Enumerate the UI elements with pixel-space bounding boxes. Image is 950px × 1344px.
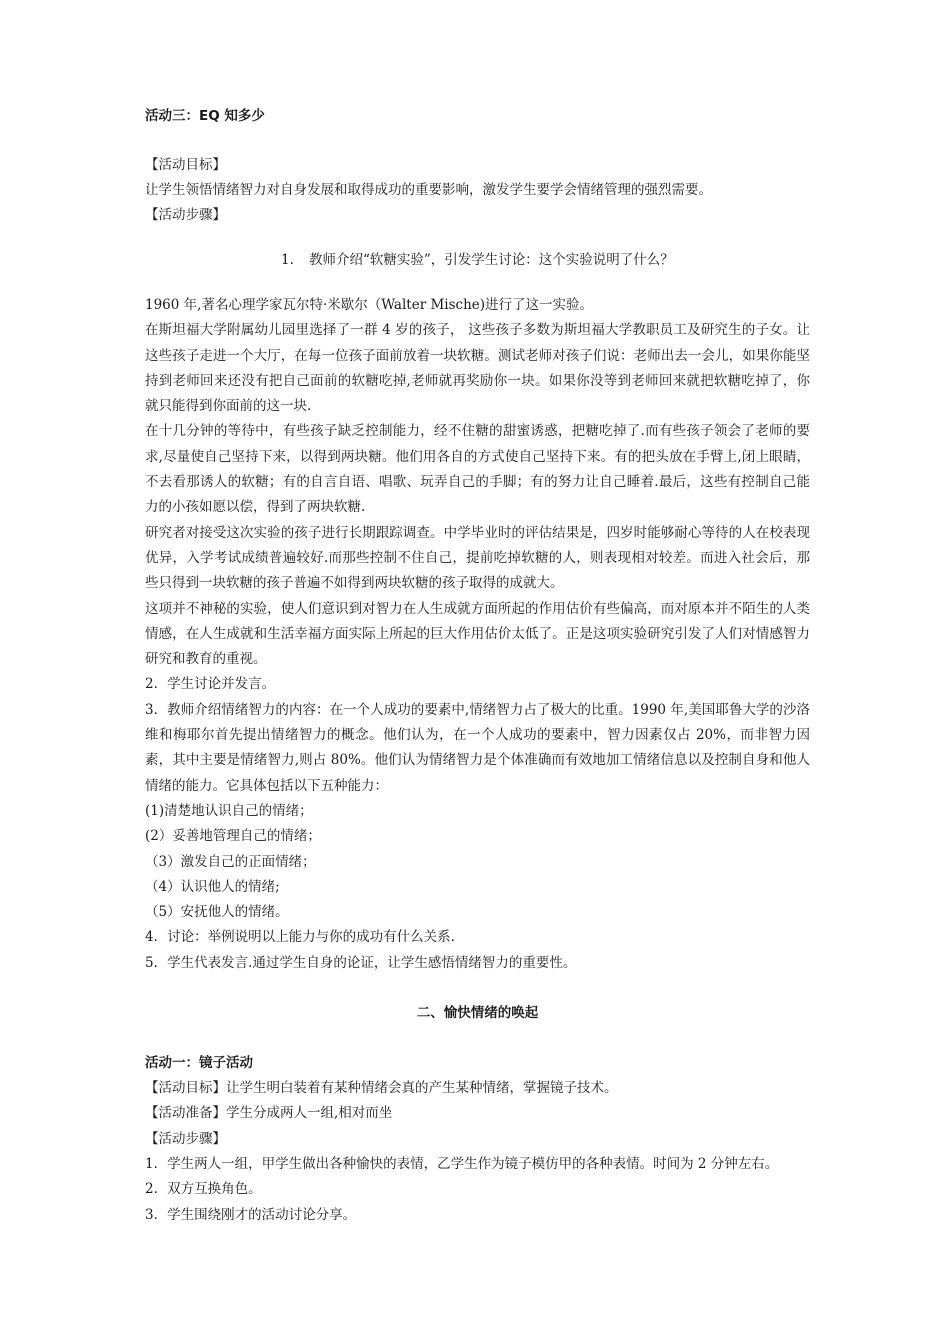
step1-number: 1. [281,252,294,268]
activity1-heading: 活动一：镜子活动 [145,1055,253,1072]
experiment-intro: 1960 年,著名心理学家瓦尔特·米歇尔（Walter Mische)进行了这一实验。 [145,297,594,313]
activity1-steps-label: 【活动步骤】 [145,1130,226,1147]
step5-text: 5．学生代表发言.通过学生自身的论证，让学生感悟情绪智力的重要性。 [145,954,577,971]
ability-item: (2）妥善地管理自己的情绪； [145,828,321,845]
ability-item: (1)清楚地认识自己的情绪； [145,802,313,819]
goal-text: 让学生领悟情绪智力对自身发展和取得成功的重要影响，激发学生要学会情绪管理的强烈需要。 [145,182,712,198]
activity3-heading: 活动三：EQ 知多少 [145,108,265,124]
experiment-paragraph-2: 在十几分钟的等待中，有些孩子缺乏控制能力，经不住糖的甜蜜诱惑，把糖吃掉了.而有些孩子领会了老师的要求,尽量使自己坚持下来，以得到两块糖。他们用各自的方式使自己坚持下来。有的把头放在手臂上,闭上眼睛，不去看那诱人的软糖；有的自言自语、唱歌、玩弄自己的手脚；有的努力让自己睡着.最后，这些有控制自己能力的小孩如愿以偿，得到了两块软糖. [145,423,810,516]
document-body [145,104,810,1228]
experiment-paragraph-4: 这项并不神秘的实验，使人们意识到对智力在人生成就方面所起的作用估价有些偏高，而对原本并不陌生的人类情感，在人生成就和生活幸福方面实际上所起的巨大作用估价太低了。正是这项实验研究引发了人们对情感智力研究和教育的重视。 [145,600,810,668]
section2-title: 二、愉快情绪的唤起 [416,1005,539,1022]
step4-text: 4．讨论：举例说明以上能力与你的成功有什么关系. [145,929,455,946]
step1-line [145,248,810,273]
ability-item: （3）激发自己的正面情绪； [145,853,316,870]
ability-item: （4）认识他人的情绪; [145,878,280,895]
activity1-step1: 1．学生两人一组，甲学生做出各种愉快的表情，乙学生作为镜子模仿甲的各种表情。时间为 2 分钟左右。 [145,1155,779,1172]
goal-label: 【活动目标】 [145,157,226,173]
activity1-step2: 2．双方互换角色。 [145,1181,262,1198]
activity1-prep: 【活动准备】学生分成两人一组,相对而坐 [145,1105,393,1122]
step2-text: 2．学生讨论并发言。 [145,676,276,693]
ability-item: （5）安抚他人的情绪。 [145,904,289,921]
step1-text: 教师介绍“软糖实验”，引发学生讨论：这个实验说明了什么？ [309,252,674,268]
activity1-step3: 3．学生围绕刚才的活动讨论分享。 [145,1206,357,1223]
step3-text: 3．教师介绍情绪智力的内容：在一个人成功的要素中,情绪智力占了极大的比重。1990 年,美国耶鲁大学的沙洛维和梅耶尔首先提出情绪智力的概念。他们认为，在一个人成功的要素中，智力因素仅占 20%，而非智力因素，其中主要是情绪智力,则占 80%。他们认为情绪智力是个体准确而有效地加工情绪信息以及控制自身和他人情绪的能力。它具体包括以下五种能力： [145,701,810,794]
activity1-goal: 【活动目标】让学生明白装着有某种情绪会真的产生某种情绪，掌握镜子技术。 [145,1080,618,1097]
experiment-paragraph-1: 在斯坦福大学附属幼儿园里选择了一群 4 岁的孩子， 这些孩子多数为斯坦福大学教职员工及研究生的子女。让这些孩子走进一个大厅，在每一位孩子面前放着一块软糖。测试老师对孩子们说：老师出去一会儿，如果你能坚持到老师回来还没有把自己面前的软糖吃掉,老师就再奖励你一块。如果你没等到老师回来就把软糖吃掉了，你就只能得到你面前的这一块. [145,322,810,415]
steps-label: 【活动步骤】 [145,207,226,223]
experiment-paragraph-3: 研究者对接受这次实验的孩子进行长期跟踪调查。中学毕业时的评估结果是，四岁时能够耐心等待的人在校表现优异，入学考试成绩普遍较好.而那些控制不住自己，提前吃掉软糖的人，则表现相对较差。而进入社会后，那些只得到一块软糖的孩子普遍不如得到两块软糖的孩子取得的成就大。 [145,524,810,592]
